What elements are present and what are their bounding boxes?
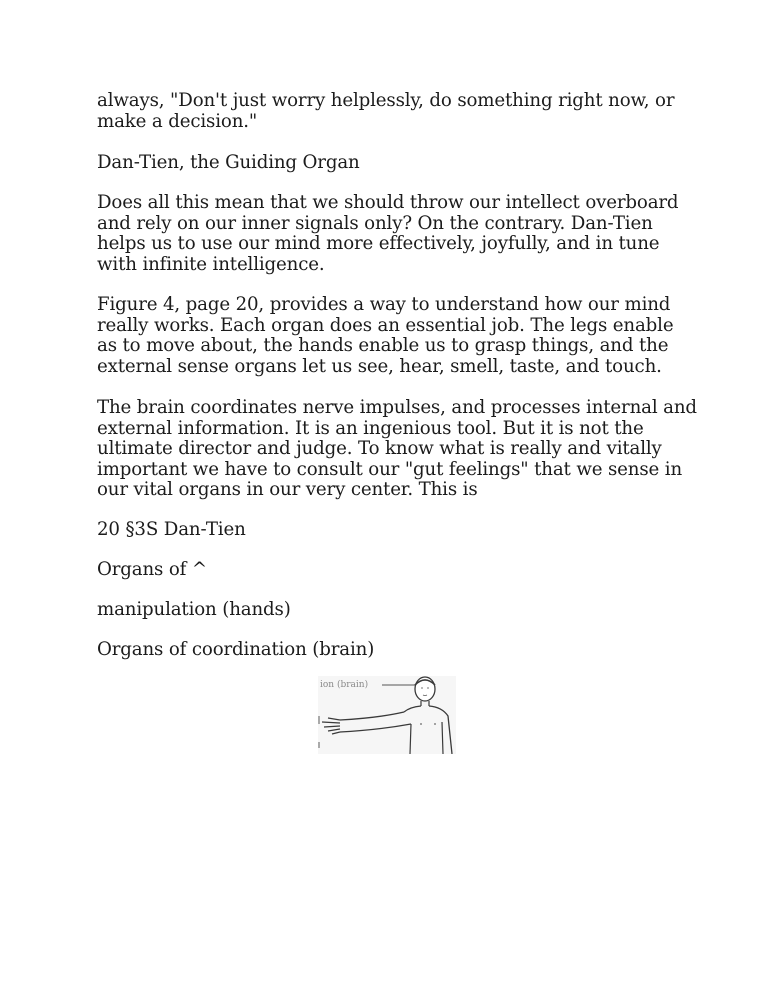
page-header-line: 20 §3S Dan-Tien — [97, 519, 246, 540]
human-figure-drawing — [318, 676, 456, 754]
section-heading: Dan-Tien, the Guiding Organ — [97, 152, 360, 173]
figure-label-coordination: Organs of coordination (brain) — [97, 639, 375, 660]
figure-label-manipulation: manipulation (hands) — [97, 599, 291, 620]
human-figure-illustration — [318, 676, 456, 754]
paragraph-intellect: Does all this mean that we should throw our intellect overboard and rely on our inner signals only? On the contrary. Dan-Tien helps us to use our mind more effectively, joyfully, and in tune with infinite intelligence. — [97, 192, 679, 275]
paragraph-figure-reference: Figure 4, page 20, provides a way to understand how our mind really works. Each organ does an essential job. The legs enable as to move about, the hands enable us to grasp things, and the external sense organs let us see, hear, smell, taste, and touch. — [97, 294, 674, 377]
figure-label-organs-of: Organs of ^ — [97, 559, 207, 580]
paragraph-continuation: always, "Don't just worry helplessly, do something right now, or make a decision." — [97, 90, 675, 132]
paragraph-brain: The brain coordinates nerve impulses, and processes internal and external information. It is an ingenious tool. But it is not the ultimate director and judge. To know what is really and vitally important we have to consult our "gut feelings" that we sense in our vital organs in our very center. This is — [97, 397, 697, 501]
figure-label-text: ion (brain) — [320, 680, 369, 690]
